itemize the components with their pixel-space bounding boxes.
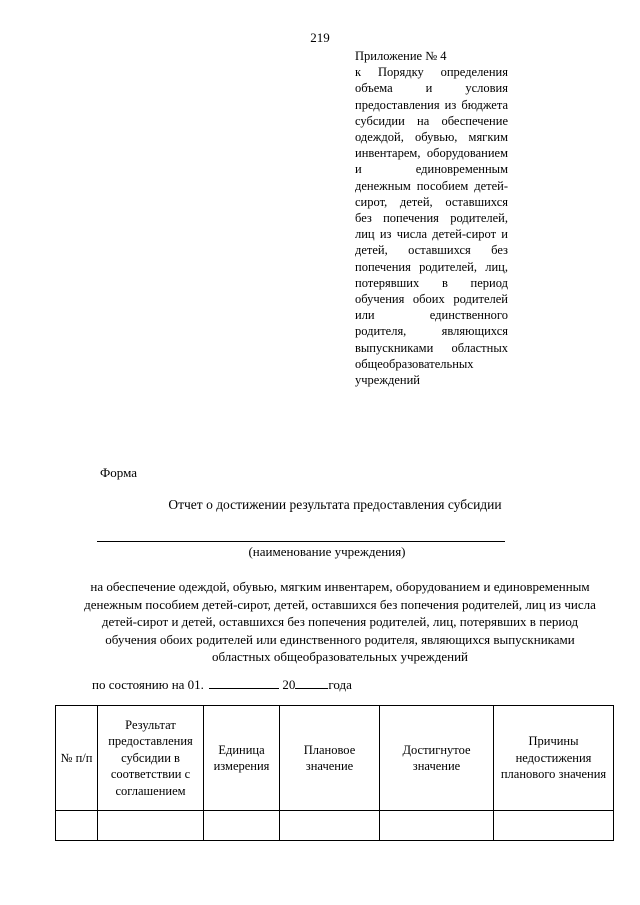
results-table [55, 705, 614, 841]
institution-name-caption: (наименование учреждения) [248, 544, 406, 559]
column-header-number: № п/п [56, 706, 98, 811]
table-cell [380, 811, 494, 841]
column-header-reasons: Причины недостижения планового значения [494, 706, 614, 811]
form-label: Форма [100, 465, 137, 480]
year-prefix: 20 [282, 677, 296, 692]
date-prefix: по состоянию на 01. [92, 677, 204, 692]
table-cell [56, 811, 98, 841]
column-header-unit: Единица измерения [204, 706, 280, 811]
table-cell [280, 811, 380, 841]
purpose-line: обучения обоих родителей или единственного родителя, являющихся выпускниками [105, 631, 575, 647]
appendix-text: к Порядку определения объема и условия предоставления из бюджета субсидии на обеспечение одеждой, обувью, мягким инвентарем, оборудованием и единовременным денежным пособием детей-сирот, детей, оставшихся без попечения родителей, лиц из числа детей-сирот и детей, оставшихся без попечения родителей, лиц, потерявших в период обучения обоих родителей или единственного родителя, являющихся выпускниками областных общеобразовательных учреждений [355, 65, 508, 388]
report-title: Отчет о достижении результата предоставления субсидии [168, 497, 502, 512]
table-cell [98, 811, 204, 841]
subsidy-purpose [40, 578, 640, 666]
purpose-line: на обеспечение одеждой, обувью, мягким инвентарем, оборудованием и единовременным [90, 579, 590, 594]
date-suffix: года [328, 677, 352, 692]
year-blank [295, 676, 328, 689]
purpose-line: областных общеобразовательных учреждений [211, 649, 469, 664]
appendix-title: Приложение № 4 [355, 49, 447, 63]
date-blank [209, 676, 279, 689]
column-header-achieved: Достигнутое значение [380, 706, 494, 811]
purpose-line: денежным пособием детей-сирот, детей, оставшихся без попечения родителей, лиц из числа [84, 596, 596, 612]
column-header-result: Результат предоставления субсидии в соответствии с соглашением [98, 706, 204, 811]
purpose-line: детей-сирот и детей, оставшихся без попечения родителей, лиц, потерявших в период [101, 614, 579, 629]
table-cell [494, 811, 614, 841]
institution-name-line [97, 541, 505, 542]
column-header-planned: Плановое значение [280, 706, 380, 811]
report-date-line [92, 676, 352, 693]
table-row [56, 811, 614, 841]
table-header-row [56, 706, 614, 811]
table-cell [204, 811, 280, 841]
page-number: 219 [310, 30, 330, 45]
appendix-block [355, 48, 508, 388]
